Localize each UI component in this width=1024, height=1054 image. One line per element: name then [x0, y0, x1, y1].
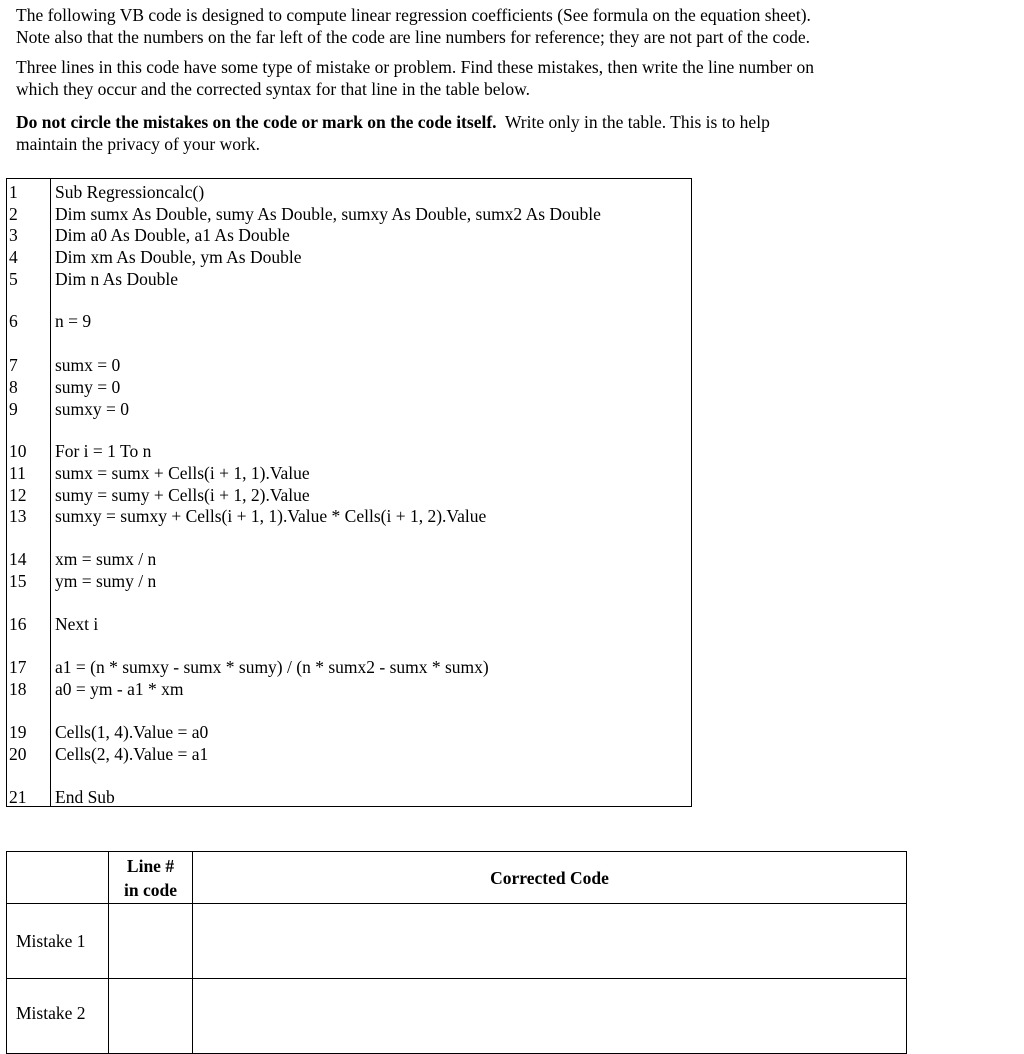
answer-table-header-row: [7, 852, 907, 904]
code-line-text: Cells(2, 4).Value = a1: [55, 744, 209, 764]
code-line-number: 15: [9, 571, 27, 591]
code-line-7: [7, 354, 687, 376]
code-line-6: [7, 310, 687, 332]
intro-paragraph-2: [16, 56, 916, 100]
code-line-text: a1 = (n * sumxy - sumx * sumy) / (n * sumx2 - sumx * sumx): [55, 657, 489, 677]
code-line-text: sumxy = sumxy + Cells(i + 1, 1).Value * Cells(i + 1, 2).Value: [55, 506, 487, 526]
code-line-number: 10: [9, 441, 27, 461]
code-line-2: [7, 203, 687, 225]
answer-table: [6, 851, 907, 1054]
mistake-1-code-cell[interactable]: [193, 904, 907, 979]
code-line-number: 9: [9, 399, 18, 419]
code-line-number: 5: [9, 269, 18, 289]
code-line-text: Cells(1, 4).Value = a0: [55, 722, 209, 742]
code-line-text: xm = sumx / n: [55, 549, 157, 569]
header-corrected-code: Corrected Code: [193, 852, 907, 904]
code-line-number: 14: [9, 549, 27, 569]
code-line-text: sumx = 0: [55, 355, 121, 375]
code-line-text: sumy = 0: [55, 377, 121, 397]
code-line-14: [7, 548, 687, 570]
code-line-number: 1: [9, 182, 18, 202]
code-line-13: [7, 505, 687, 527]
code-line-number: 6: [9, 311, 18, 331]
code-line-3: [7, 224, 687, 246]
code-line-text: End Sub: [55, 787, 115, 807]
code-line-text: sumx = sumx + Cells(i + 1, 1).Value: [55, 463, 310, 483]
code-line-21: [7, 786, 687, 808]
header-line-text: Line #: [126, 855, 175, 876]
code-line-number: 17: [9, 657, 27, 677]
code-line-11: [7, 462, 687, 484]
code-line-number: 21: [9, 787, 27, 807]
code-line-17: [7, 656, 687, 678]
header-blank-cell: [7, 852, 109, 904]
code-line-text: Next i: [55, 614, 99, 634]
code-line-text: For i = 1 To n: [55, 441, 152, 461]
code-line-number: 8: [9, 377, 18, 397]
intro-p3-rest: Write only in the table. This is to help: [496, 112, 770, 132]
code-line-9: [7, 398, 687, 420]
intro-p2-line1: Three lines in this code have some type of mistake or problem. Find these mistakes, then write the line number on: [16, 57, 815, 77]
code-line-5: [7, 268, 687, 290]
code-listing: [6, 178, 692, 807]
code-line-number: 3: [9, 225, 18, 245]
code-line-8: [7, 376, 687, 398]
mistake-1-line-cell[interactable]: [109, 904, 193, 979]
code-line-10: [7, 440, 687, 462]
code-line-number: 4: [9, 247, 18, 267]
code-line-text: Sub Regressioncalc(): [55, 182, 205, 202]
intro-p3-bold: Do not circle the mistakes on the code or mark on the code itself.: [16, 112, 497, 132]
code-line-text: sumy = sumy + Cells(i + 1, 2).Value: [55, 485, 310, 505]
code-line-1: [7, 181, 687, 203]
code-line-text: Dim a0 As Double, a1 As Double: [55, 225, 290, 245]
code-line-4: [7, 246, 687, 268]
intro-p1-line1: The following VB code is designed to compute linear regression coefficients (See formula on the equation sheet).: [16, 5, 811, 25]
code-line-16: [7, 613, 687, 635]
header-in-code-text: in code: [124, 879, 177, 900]
intro-paragraph-1: [16, 4, 916, 48]
code-line-number: 18: [9, 679, 27, 699]
code-line-18: [7, 678, 687, 700]
code-line-text: a0 = ym - a1 * xm: [55, 679, 184, 699]
code-line-number: 19: [9, 722, 27, 742]
answer-row-mistake-2: [7, 979, 907, 1054]
code-line-text: Dim xm As Double, ym As Double: [55, 247, 302, 267]
code-line-12: [7, 484, 687, 506]
answer-row-mistake-1: [7, 904, 907, 979]
code-line-number: 7: [9, 355, 18, 375]
mistake-1-label: Mistake 1: [7, 904, 109, 979]
intro-p1-line2: Note also that the numbers on the far left of the code are line numbers for reference; they are not part of the code.: [16, 27, 810, 47]
intro-p3-line2: maintain the privacy of your work.: [16, 134, 260, 154]
code-line-text: Dim n As Double: [55, 269, 178, 289]
code-line-number: 13: [9, 506, 27, 526]
intro-p2-line2: which they occur and the corrected syntax for that line in the table below.: [16, 79, 530, 99]
code-line-number: 20: [9, 744, 27, 764]
code-line-15: [7, 570, 687, 592]
intro-paragraph-3: [16, 111, 916, 155]
mistake-2-label: Mistake 2: [7, 979, 109, 1054]
code-line-text: Dim sumx As Double, sumy As Double, sumxy As Double, sumx2 As Double: [55, 204, 601, 224]
code-line-number: 2: [9, 204, 18, 224]
header-line-number: [109, 852, 193, 904]
code-line-number: 11: [9, 463, 26, 483]
code-line-text: n = 9: [55, 311, 92, 331]
code-line-number: 12: [9, 485, 27, 505]
code-line-20: [7, 743, 687, 765]
code-line-19: [7, 721, 687, 743]
code-line-text: ym = sumy / n: [55, 571, 157, 591]
mistake-2-code-cell[interactable]: [193, 979, 907, 1054]
mistake-2-line-cell[interactable]: [109, 979, 193, 1054]
code-line-text: sumxy = 0: [55, 399, 130, 419]
code-line-number: 16: [9, 614, 27, 634]
